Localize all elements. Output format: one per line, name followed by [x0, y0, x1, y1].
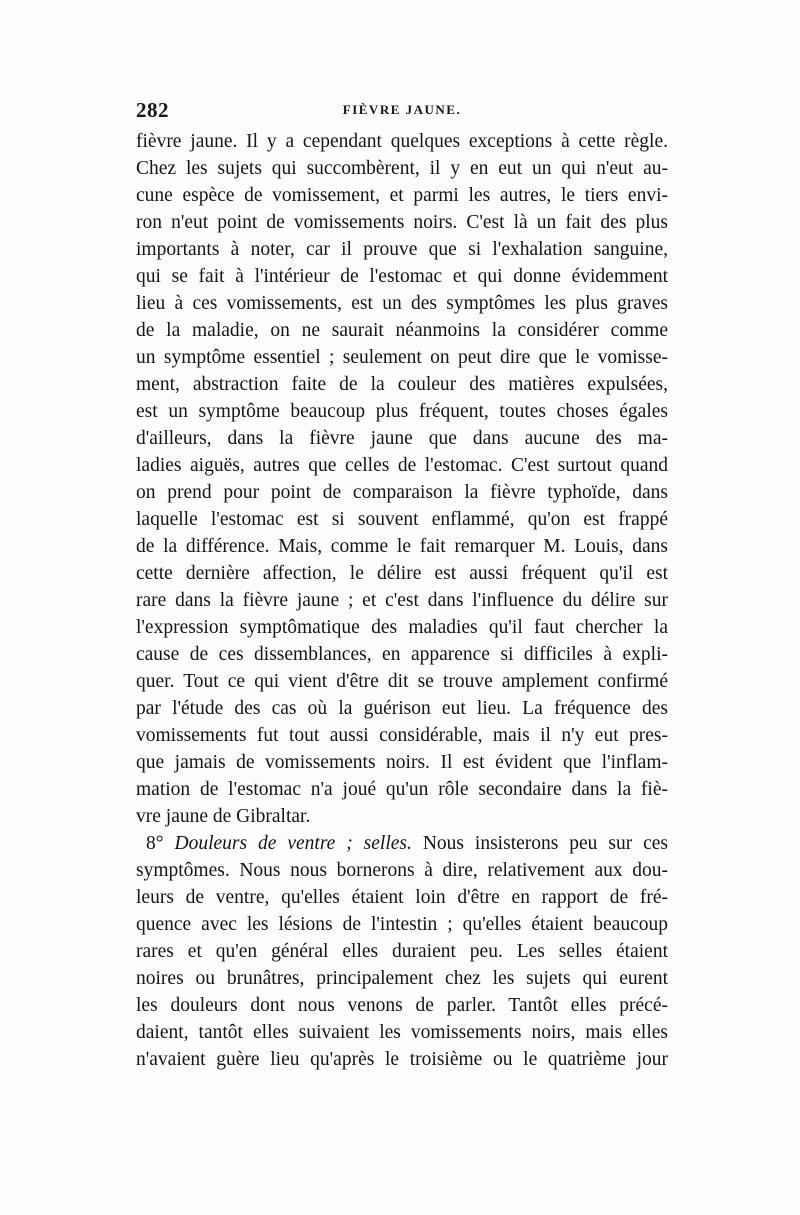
text-line: mation de l'estomac n'a joué qu'un rôle secondaire dans la fiè- — [136, 779, 668, 800]
text-line: lieu à ces vomissements, est un des symptômes les plus graves — [136, 293, 668, 314]
section-first-text: Nous insisterons peu sur ces — [422, 833, 668, 854]
text-line: fièvre jaune. Il y a cependant quelques exceptions à cette règle. — [136, 131, 668, 152]
text-line: symptômes. Nous nous bornerons à dire, relativement aux dou- — [136, 860, 668, 881]
text-line: de la différence. Mais, comme le fait remarquer M. Louis, dans — [136, 536, 668, 557]
text-line: ladies aiguës, autres que celles de l'estomac. C'est surtout quand — [136, 455, 668, 476]
text-line: qui se fait à l'intérieur de l'estomac et qui donne évidemment — [136, 266, 668, 287]
text-line: rare dans la fièvre jaune ; et c'est dans l'influence du délire sur — [136, 590, 668, 611]
text-line: Chez les sujets qui succombèrent, il y en eut un qui n'eut au- — [136, 158, 668, 179]
text-line: cette dernière affection, le délire est aussi fréquent qu'il est — [136, 563, 668, 584]
text-line: de la maladie, on ne saurait néanmoins la considérer comme — [136, 320, 668, 341]
text-line: leurs de ventre, qu'elles étaient loin d'être en rapport de fré- — [136, 887, 668, 908]
text-line: l'expression symptômatique des maladies qu'il faut chercher la — [136, 617, 668, 638]
text-line: on prend pour point de comparaison la fièvre typhoïde, dans — [136, 482, 668, 503]
text-line: cause de ces dissemblances, en apparence si difficiles à expli- — [136, 644, 668, 665]
text-line: n'avaient guère lieu qu'après le troisième ou le quatrième jour — [136, 1049, 668, 1070]
text-line: noires ou brunâtres, principalement chez les sujets qui eurent — [136, 968, 668, 989]
text-line: ment, abstraction faite de la couleur des matières expulsées, — [136, 374, 668, 395]
text-line: cune espèce de vomissement, et parmi les autres, le tiers envi- — [136, 185, 668, 206]
page-header — [136, 98, 668, 124]
body-text — [136, 128, 668, 1073]
section-title: Douleurs de ventre ; selles. — [174, 833, 412, 854]
section-number: 8° — [146, 833, 164, 854]
running-title: FIÈVRE JAUNE. — [342, 102, 462, 117]
text-line: quence avec les lésions de l'intestin ; qu'elles étaient beaucoup — [136, 914, 668, 935]
text-line: laquelle l'estomac est si souvent enflammé, qu'on est frappé — [136, 509, 668, 530]
text-line: vomissements fut tout aussi considérable, mais il n'y eut pres- — [136, 725, 668, 746]
text-line: que jamais de vomissements noirs. Il est évident que l'inflam- — [136, 752, 668, 773]
text-line: ron n'eut point de vomissements noirs. C'est là un fait des plus — [136, 212, 668, 233]
page-number: 282 — [136, 98, 169, 122]
text-line: daient, tantôt elles suivaient les vomissements noirs, mais elles — [136, 1022, 668, 1043]
text-line: rares et qu'en général elles duraient peu. Les selles étaient — [136, 941, 668, 962]
paragraph-end-line: vre jaune de Gibraltar. — [136, 806, 311, 827]
text-line: les douleurs dont nous venons de parler. Tantôt elles précé- — [136, 995, 668, 1016]
text-line: importants à noter, car il prouve que si l'exhalation sanguine, — [136, 239, 668, 260]
text-line: d'ailleurs, dans la fièvre jaune que dans aucune des ma- — [136, 428, 668, 449]
text-line: quer. Tout ce qui vient d'être dit se trouve amplement confirmé — [136, 671, 668, 692]
text-line: est un symptôme beaucoup plus fréquent, toutes choses égales — [136, 401, 668, 422]
text-line: un symptôme essentiel ; seulement on peut dire que le vomisse- — [136, 347, 668, 368]
section-heading-line — [136, 830, 668, 857]
text-line: par l'étude des cas où la guérison eut lieu. La fréquence des — [136, 698, 668, 719]
